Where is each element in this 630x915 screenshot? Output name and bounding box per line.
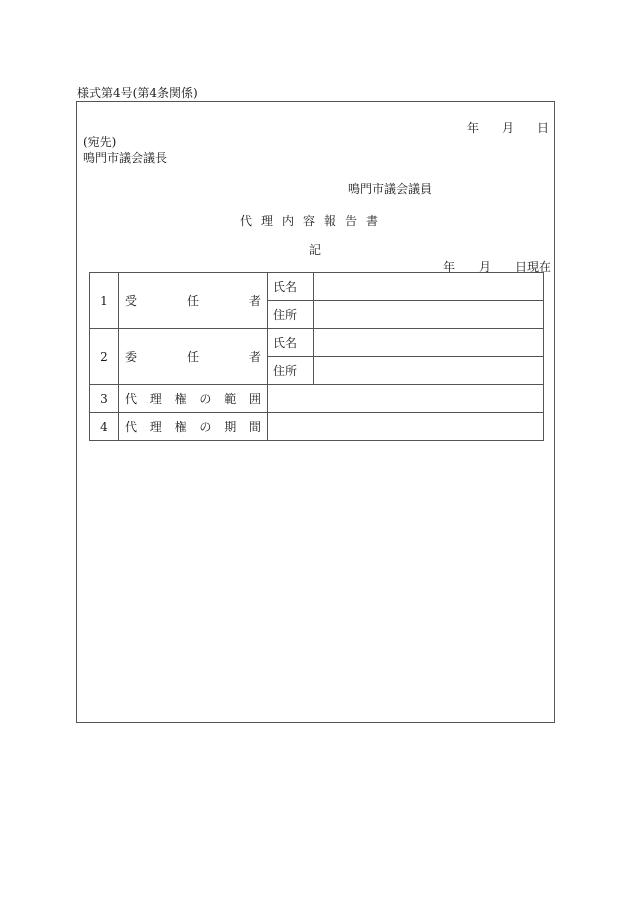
addressee-label: (宛先) (83, 135, 117, 149)
item-char: 代 (125, 392, 138, 406)
trustee-name-label: 氏名 (268, 273, 314, 301)
item-char: 理 (149, 392, 162, 406)
date-month: 月 (501, 121, 514, 135)
ki-label: 記 (309, 243, 322, 257)
table-row-2-name (90, 329, 544, 357)
date-year: 年 (467, 121, 480, 135)
form-number: 様式第4号(第4条関係) (77, 86, 198, 100)
item-char: 任 (186, 294, 199, 308)
item-char: 受 (125, 294, 138, 308)
row-number: 1 (90, 273, 119, 329)
as-of-year: 年 (443, 260, 456, 274)
item-char: 権 (174, 392, 187, 406)
form-frame (76, 101, 555, 723)
item-char: 範 (224, 392, 237, 406)
item-char: 間 (248, 420, 261, 434)
row-number: 2 (90, 329, 119, 385)
trustee-address-field[interactable] (314, 301, 544, 329)
item-label-trustee (119, 273, 268, 329)
item-char: 委 (125, 350, 138, 364)
scope-field[interactable] (268, 385, 544, 413)
item-label-delegator (119, 329, 268, 385)
as-of-month: 月 (478, 260, 491, 274)
row-number: 3 (90, 385, 119, 413)
date-line (467, 119, 549, 136)
delegator-address-field[interactable] (314, 357, 544, 385)
item-char: 期 (224, 420, 237, 434)
item-label-scope (119, 385, 268, 413)
table-row-4 (90, 413, 544, 441)
delegator-name-field[interactable] (314, 329, 544, 357)
item-char: 囲 (248, 392, 261, 406)
item-label-period (119, 413, 268, 441)
item-char: 者 (248, 350, 261, 364)
item-char: の (199, 420, 212, 434)
item-char: の (199, 392, 212, 406)
date-day: 日 (536, 121, 549, 135)
trustee-name-field[interactable] (314, 273, 544, 301)
row-number: 4 (90, 413, 119, 441)
delegator-name-label: 氏名 (268, 329, 314, 357)
table-row-1-name (90, 273, 544, 301)
item-char: 権 (174, 420, 187, 434)
as-of-day: 日現在 (514, 260, 551, 274)
item-char: 代 (125, 420, 138, 434)
period-field[interactable] (268, 413, 544, 441)
item-char: 理 (149, 420, 162, 434)
table-row-3 (90, 385, 544, 413)
item-char: 任 (186, 350, 199, 364)
addressee-name: 鳴門市議会議長 (83, 151, 168, 165)
item-char: 者 (248, 294, 261, 308)
delegator-address-label: 住所 (268, 357, 314, 385)
document-title: 代理内容報告書 (240, 214, 388, 228)
report-table (89, 272, 544, 441)
trustee-address-label: 住所 (268, 301, 314, 329)
reporter-label: 鳴門市議会議員 (348, 182, 433, 196)
